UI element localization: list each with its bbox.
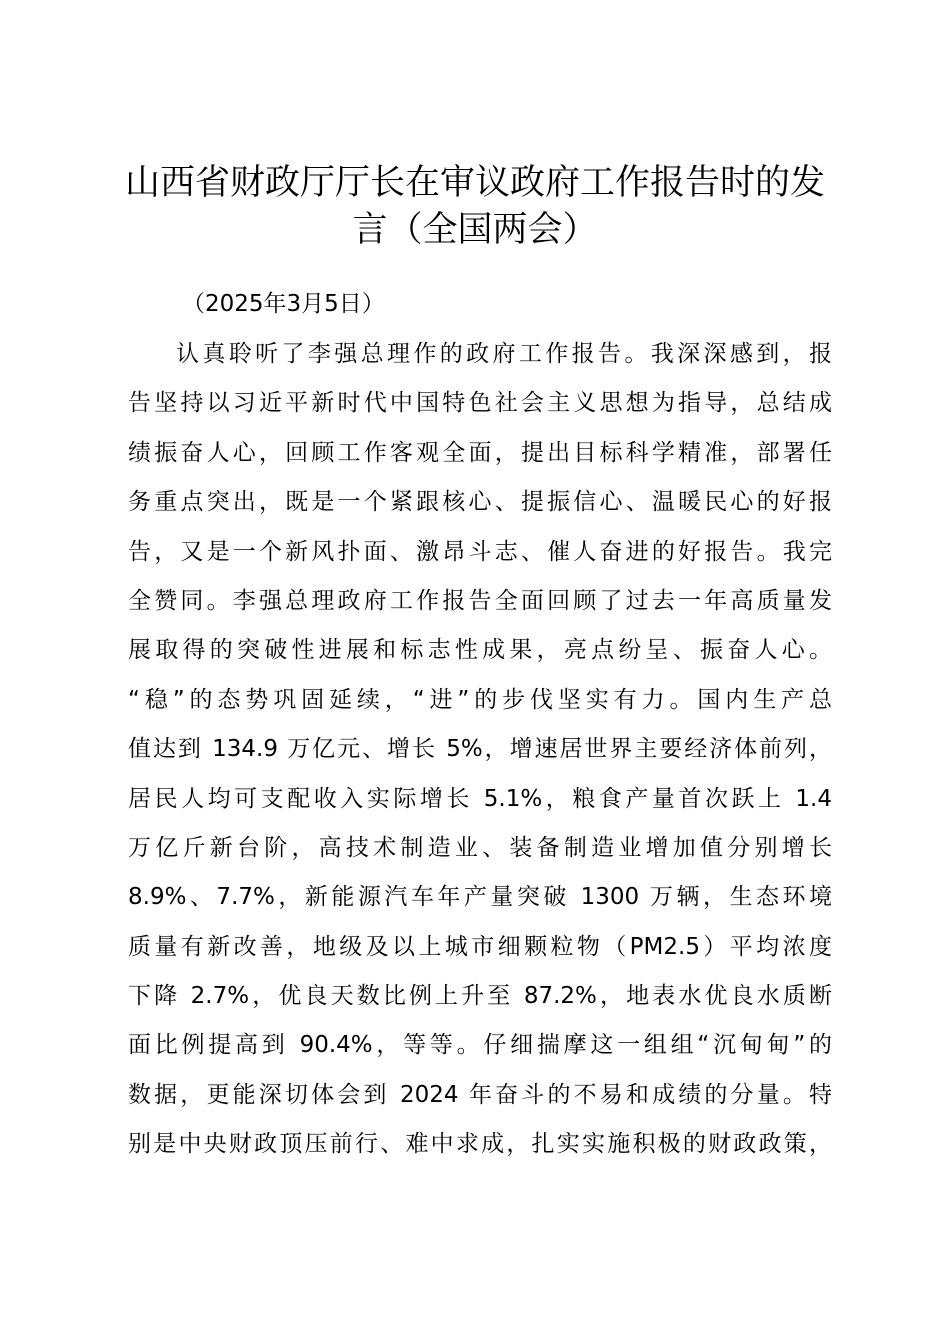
- paragraph-line: 数据，更能深切体会到 2024 年奋斗的不易和成绩的分量。特: [128, 1081, 832, 1108]
- document-date: （2025年3月5日）: [182, 291, 385, 317]
- paragraph-line: 居民人均可支配收入实际增长 5.1%，粮食产量首次跃上 1.4: [128, 785, 832, 812]
- paragraph-line: 告坚持以习近平新时代中国特色社会主义思想为指导，总结成: [128, 390, 832, 417]
- paragraph-line: 认真聆听了李强总理作的政府工作报告。我深深感到，报: [176, 341, 832, 367]
- paragraph-line: 绩振奋人心，回顾工作客观全面，提出目标科学精准，部署任: [128, 439, 832, 466]
- paragraph-line: 下降 2.7%，优良天数比例上升至 87.2%，地表水优良水质断: [128, 983, 832, 1010]
- paragraph-line: 告，又是一个新风扑面、激昂斗志、催人奋进的好报告。我完: [128, 538, 832, 565]
- paragraph-line: 展取得的突破性进展和标志性成果，亮点纷呈、振奋人心。: [128, 637, 832, 664]
- paragraph-line: 质量有新改善，地级及以上城市细颗粒物（PM2.5）平均浓度: [128, 933, 832, 960]
- paragraph-line: 全赞同。李强总理政府工作报告全面回顾了过去一年高质量发: [128, 587, 832, 614]
- paragraph-line: 别是中央财政顶压前行、难中求成，扎实实施积极的财政政策，: [128, 1131, 832, 1158]
- paragraph-line: 值达到 134.9 万亿元、增长 5%，增速居世界主要经济体前列，: [128, 736, 832, 763]
- paragraph-line: 8.9%、7.7%，新能源汽车年产量突破 1300 万辆，生态环境: [128, 884, 832, 911]
- document-title: 山西省财政厅厅长在审议政府工作报告时的发言（全国两会）: [124, 163, 825, 250]
- paragraph-line: 务重点突出，既是一个紧跟核心、提振信心、温暖民心的好报: [128, 489, 832, 516]
- paragraph-line: “稳”的态势巩固延续，“进”的步伐坚实有力。国内生产总: [128, 686, 832, 713]
- body-paragraph: [128, 330, 832, 1170]
- paragraph-line: 万亿斤新台阶，高技术制造业、装备制造业增加值分别增长: [128, 834, 832, 861]
- paragraph-line: 面比例提高到 90.4%，等等。仔细揣摩这一组组“沉甸甸”的: [128, 1032, 832, 1059]
